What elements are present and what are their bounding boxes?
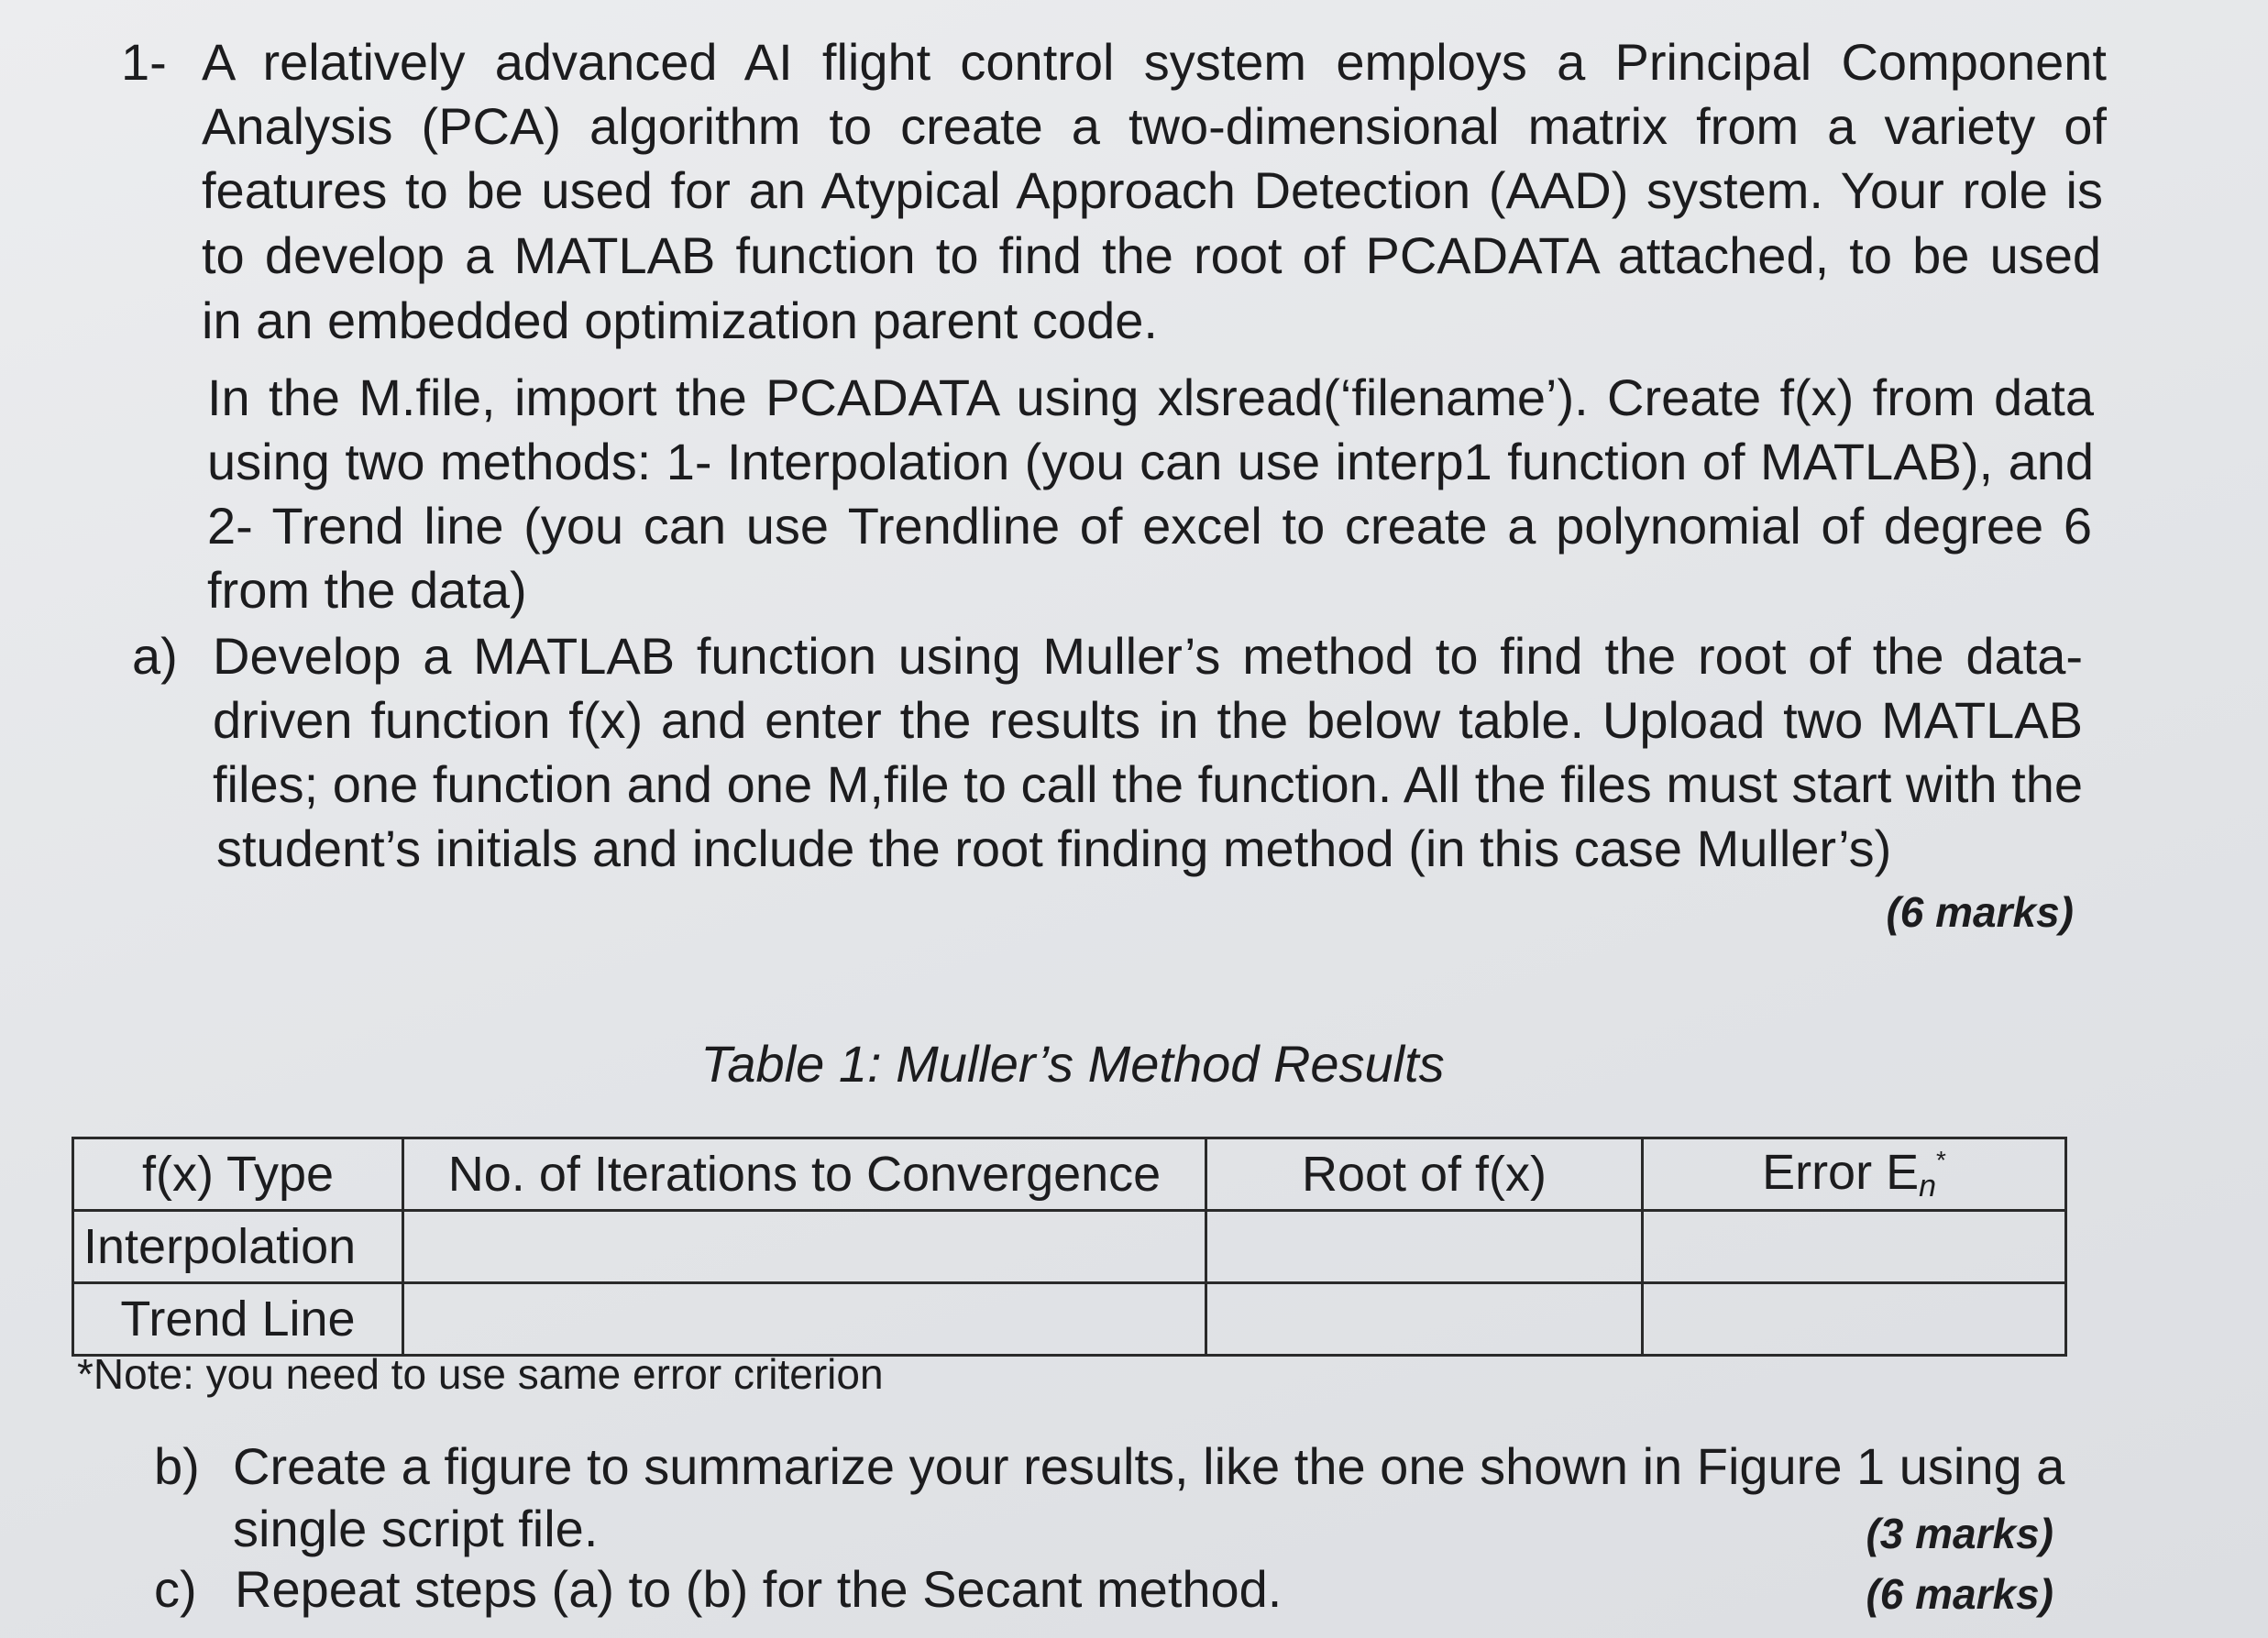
intro-line: to develop a MATLAB function to find the root of PCADATA attached, to be used	[202, 226, 2101, 284]
header-error-subscript: n	[1919, 1169, 1937, 1204]
method-line: 2- Trend line (you can use Trendline of excel to create a polynomial of degree 6	[207, 497, 2092, 555]
results-table	[72, 1137, 2067, 1357]
part-c-label: c)	[154, 1560, 197, 1618]
table-note: *Note: you need to use same error criterion	[77, 1350, 884, 1398]
intro-line: in an embedded optimization parent code.	[202, 291, 1158, 349]
part-c-marks: (6 marks)	[1866, 1570, 2053, 1618]
question-number: 1-	[121, 33, 167, 91]
table-row	[73, 1283, 2066, 1356]
error-cell[interactable]	[1643, 1211, 2066, 1283]
method-line: from the data)	[207, 561, 527, 619]
part-a-line: driven function f(x) and enter the results in the below table. Upload two MATLAB	[213, 691, 2083, 749]
intro-line: A relatively advanced AI flight control system employs a Principal Component	[202, 33, 2107, 91]
table-header-row	[73, 1138, 2066, 1211]
header-iterations: No. of Iterations to Convergence	[403, 1138, 1206, 1211]
part-a-line: Develop a MATLAB function using Muller’s method to find the root of the data-	[213, 627, 2083, 685]
header-error	[1643, 1138, 2066, 1211]
part-b-label: b)	[154, 1437, 200, 1495]
intro-line: features to be used for an Atypical Approach Detection (AAD) system. Your role is	[202, 161, 2103, 219]
part-a-label: a)	[132, 627, 178, 685]
part-a-marks: (6 marks)	[1886, 888, 2074, 936]
row-type-cell: Interpolation	[73, 1211, 403, 1283]
row-type-cell: Trend Line	[73, 1283, 403, 1356]
part-b-line: Create a figure to summarize your results, like the one shown in Figure 1 using a	[233, 1437, 2065, 1495]
part-b-line: single script file.	[233, 1500, 599, 1557]
header-fx-type: f(x) Type	[73, 1138, 403, 1211]
part-a-line: files; one function and one M,file to call the function. All the files must start with the	[213, 755, 2083, 813]
header-error-label: Error E	[1762, 1145, 1920, 1200]
table-row	[73, 1211, 2066, 1283]
header-error-superscript: *	[1936, 1146, 1946, 1174]
part-a-line: student’s initials and include the root finding method (in this case Muller’s)	[216, 819, 1892, 877]
iterations-cell[interactable]	[403, 1283, 1206, 1356]
root-cell[interactable]	[1206, 1211, 1643, 1283]
method-line: In the M.file, import the PCADATA using xlsread(‘filename’). Create f(x) from data	[207, 368, 2094, 426]
part-c-text: Repeat steps (a) to (b) for the Secant method.	[235, 1560, 1283, 1618]
header-root: Root of f(x)	[1206, 1138, 1643, 1211]
iterations-cell[interactable]	[403, 1211, 1206, 1283]
part-b-marks: (3 marks)	[1866, 1510, 2053, 1557]
error-cell[interactable]	[1643, 1283, 2066, 1356]
root-cell[interactable]	[1206, 1283, 1643, 1356]
method-line: using two methods: 1- Interpolation (you can use interp1 function of MATLAB), and	[207, 433, 2094, 490]
intro-line: Analysis (PCA) algorithm to create a two-dimensional matrix from a variety of	[202, 97, 2107, 155]
table-caption: Table 1: Muller’s Method Results	[700, 1035, 1445, 1093]
